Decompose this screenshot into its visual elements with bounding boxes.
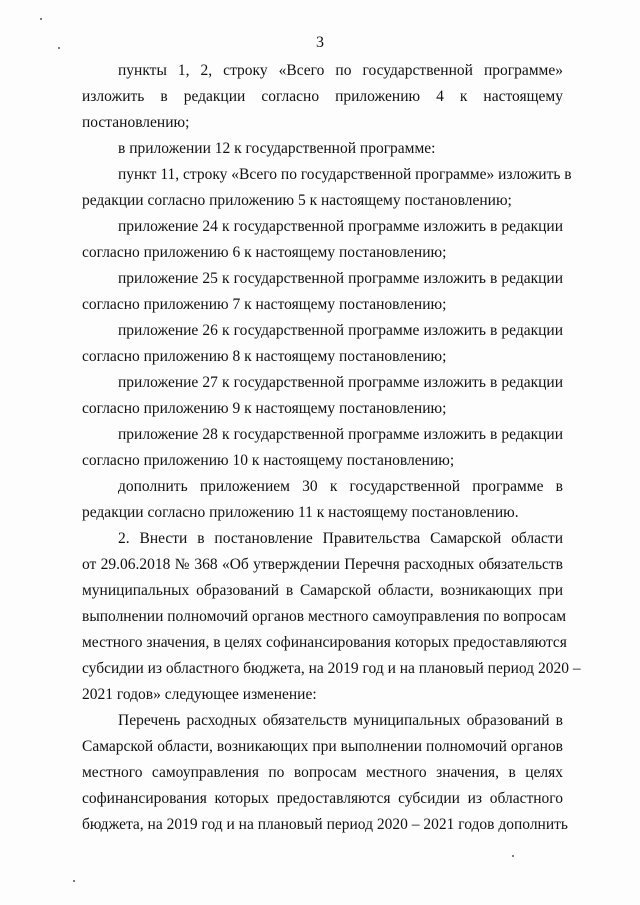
text-line: софинансирования которых предоставляются субсидии из областного — [82, 790, 563, 807]
paragraph-items-1-2 — [82, 58, 563, 136]
text-line: Самарской области, возникающих при выполнении полномочий органов — [82, 738, 563, 755]
text-line: согласно приложению 7 к настоящему постановлению; — [82, 296, 447, 313]
paragraph-add-appendix-30 — [82, 474, 563, 526]
text-line: согласно приложению 8 к настоящему постановлению; — [82, 348, 447, 365]
paragraph-appendix-12 — [82, 136, 563, 162]
scan-speck — [512, 855, 514, 857]
paragraph-appendix-26 — [82, 318, 563, 370]
text-line: изложить в редакции согласно приложению 4 к настоящему — [82, 88, 563, 105]
scan-speck — [73, 880, 75, 882]
paragraph-item-11 — [82, 162, 572, 214]
text-line: 2021 годов» следующее изменение: — [82, 686, 317, 703]
text-line: согласно приложению 10 к настоящему постановлению; — [82, 452, 455, 469]
scan-speck — [40, 18, 42, 20]
paragraph-item-2 — [82, 526, 581, 708]
paragraph-list-amendment — [82, 708, 568, 838]
text-line: приложение 25 к государственной программе изложить в редакции — [118, 270, 563, 287]
text-line: местного значения, в целях софинансирования которых предоставляются — [82, 634, 567, 651]
text-line: местного самоуправления по вопросам местного значения, в целях — [82, 764, 563, 781]
text-line: приложение 26 к государственной программе изложить в редакции — [118, 322, 563, 339]
text-line: 2. Внести в постановление Правительства Самарской области — [118, 530, 563, 547]
paragraph-appendix-24 — [82, 214, 563, 266]
text-line: Перечень расходных обязательств муниципальных образований в — [118, 712, 563, 729]
text-line: субсидии из областного бюджета, на 2019 год и на плановый период 2020 – — [82, 660, 581, 677]
document-body — [82, 58, 581, 838]
text-line: от 29.06.2018 № 368 «Об утверждении Перечня расходных обязательств — [82, 556, 563, 573]
text-line: приложение 27 к государственной программе изложить в редакции — [118, 374, 563, 391]
text-line: пункт 11, строку «Всего по государственной программе» изложить в — [118, 166, 572, 183]
text-line: постановлению; — [82, 114, 190, 131]
paragraph-appendix-27 — [82, 370, 563, 422]
text-line: бюджета, на 2019 год и на плановый период 2020 – 2021 годов дополнить — [82, 816, 568, 833]
text-line: редакции согласно приложению 5 к настоящему постановлению; — [82, 192, 512, 209]
text-line: муниципальных образований в Самарской области, возникающих при — [82, 582, 563, 599]
text-line: пункты 1, 2, строку «Всего по государственной программе» — [118, 62, 563, 79]
text-line: выполнении полномочий органов местного самоуправления по вопросам — [82, 608, 567, 625]
text-line: согласно приложению 6 к настоящему постановлению; — [82, 244, 447, 261]
text-line: приложение 24 к государственной программе изложить в редакции — [118, 218, 563, 235]
text-line: дополнить приложением 30 к государственной программе в — [118, 478, 563, 495]
page-number: 3 — [316, 34, 324, 51]
paragraph-appendix-25 — [82, 266, 563, 318]
text-line: редакции согласно приложению 11 к настоящему постановлению. — [82, 504, 519, 521]
text-line: приложение 28 к государственной программе изложить в редакции — [118, 426, 563, 443]
scan-speck — [58, 47, 60, 49]
paragraph-appendix-28 — [82, 422, 563, 474]
text-line: согласно приложению 9 к настоящему постановлению; — [82, 400, 447, 417]
text-line: в приложении 12 к государственной программе: — [118, 140, 436, 157]
